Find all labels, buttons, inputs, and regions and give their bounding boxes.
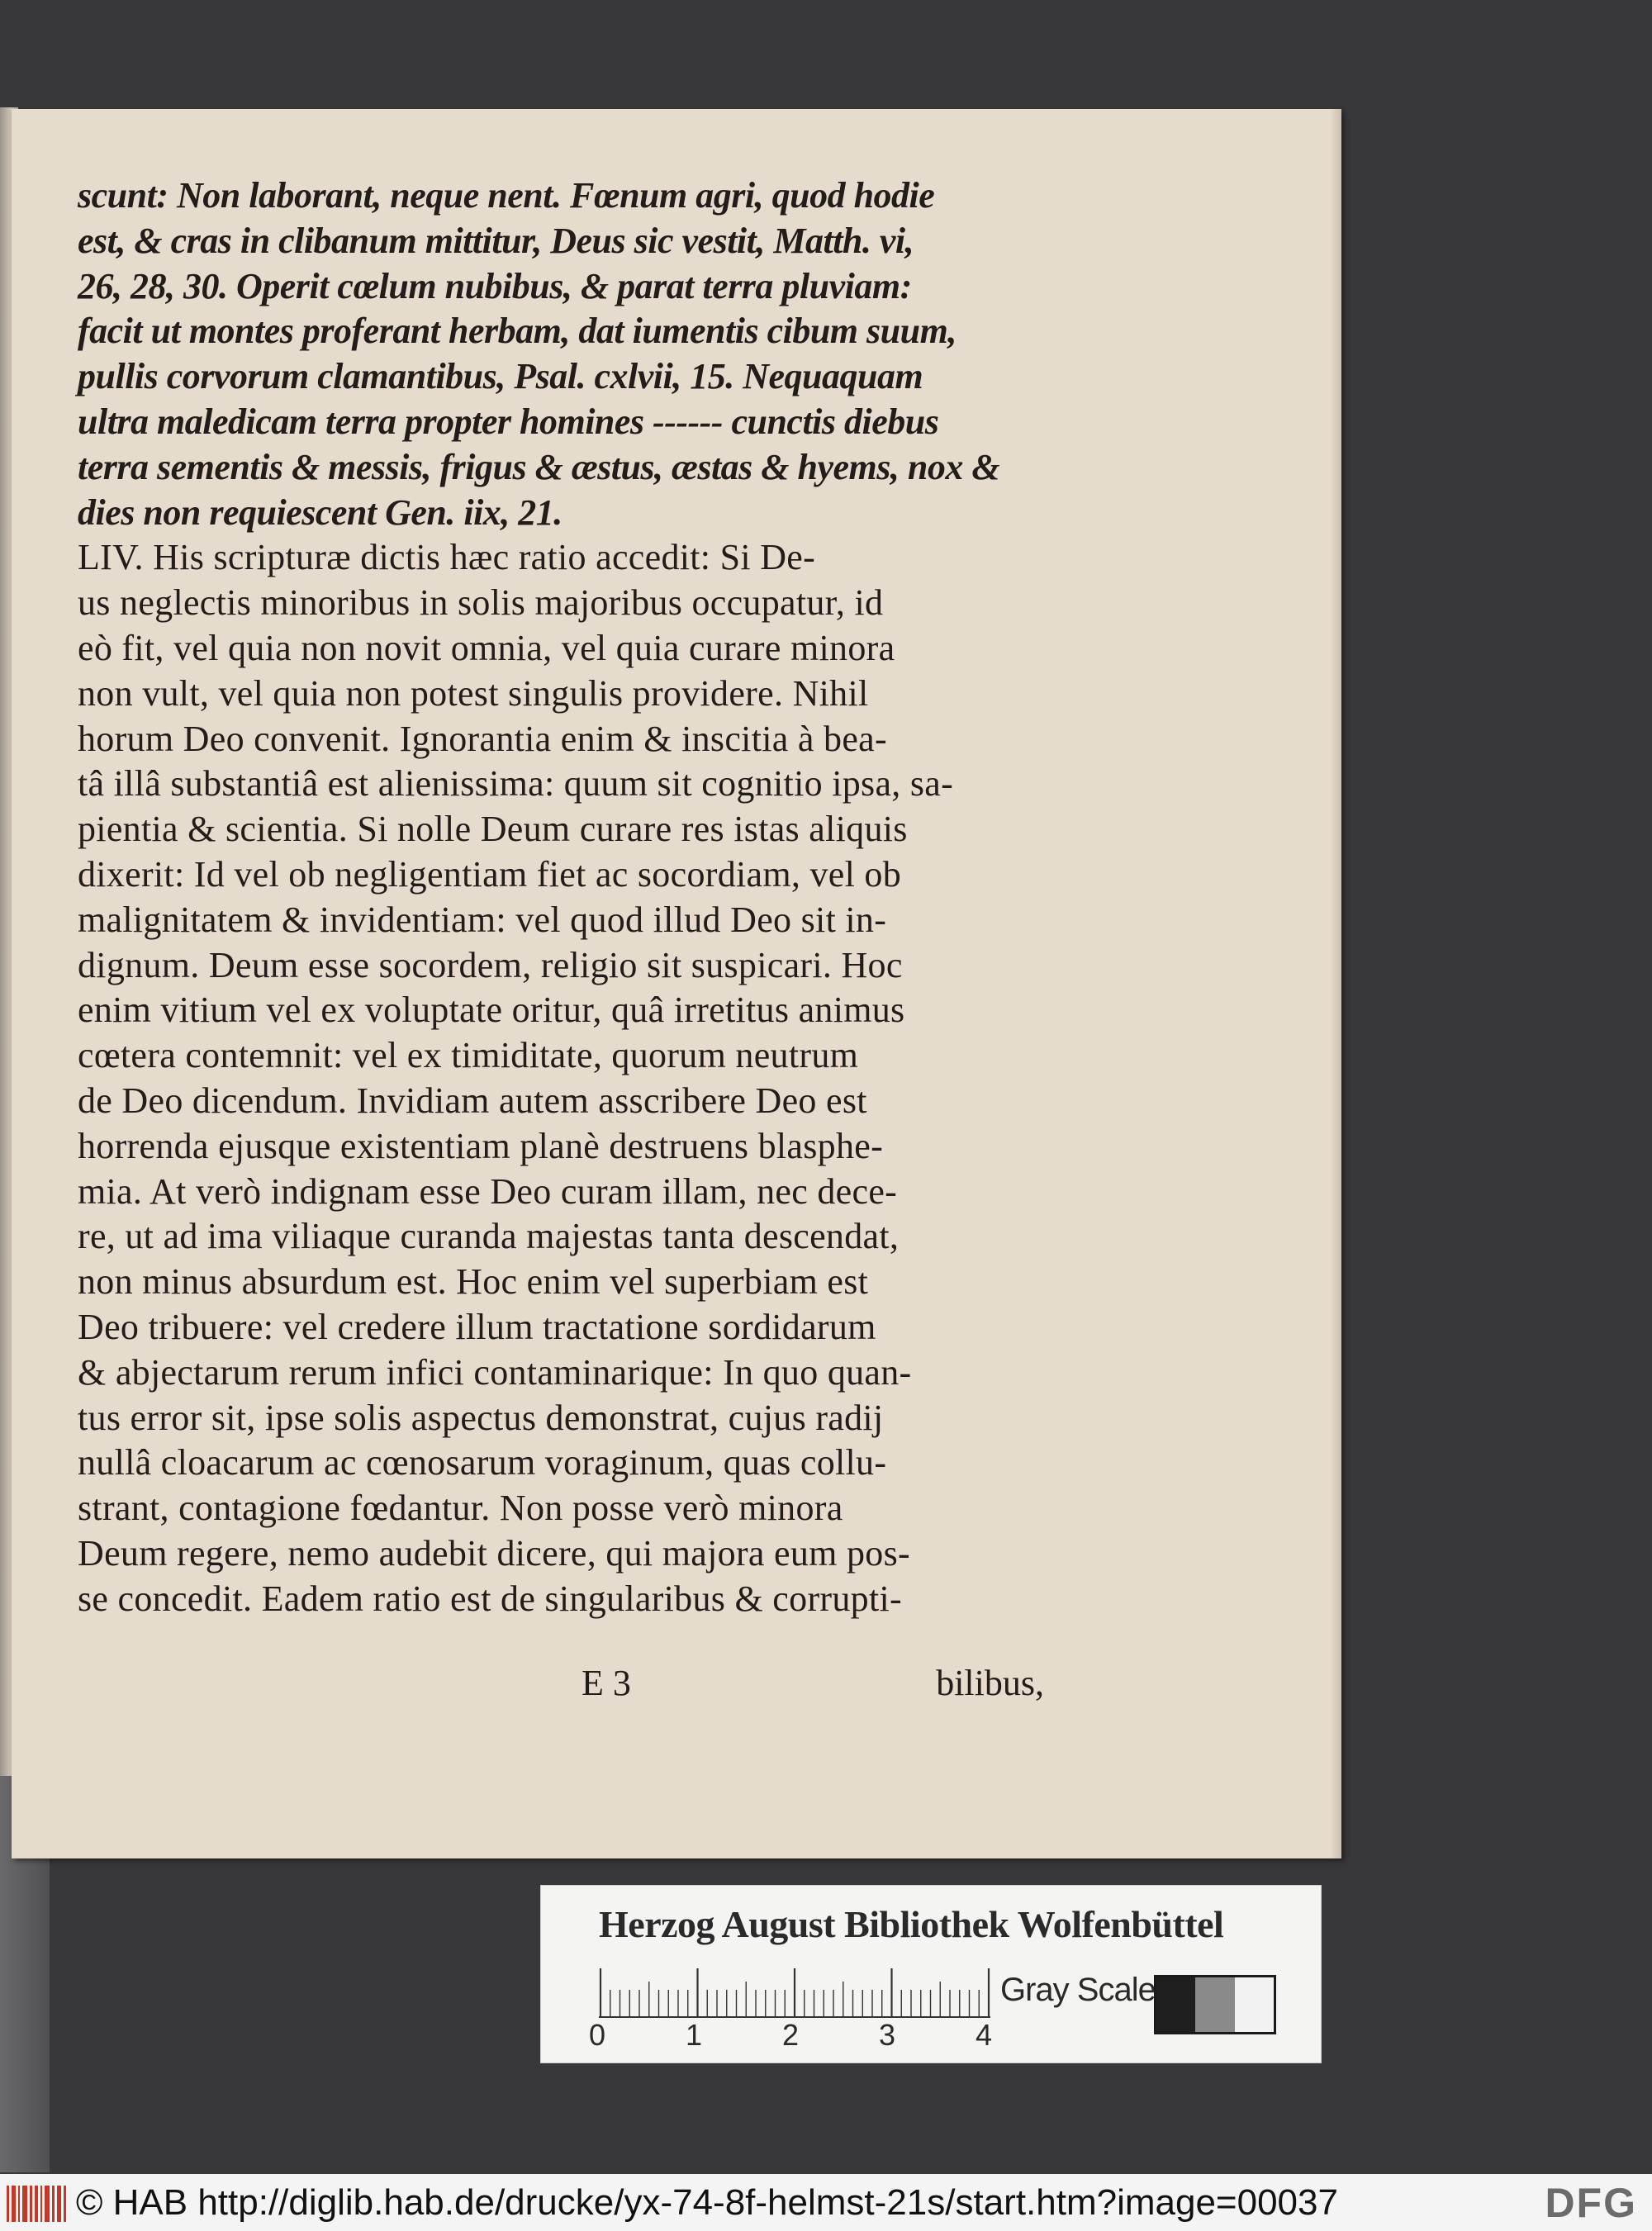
copyright-link[interactable]: © HAB http://diglib.hab.de/drucke/yx-74-8f-helmst-21s/start.htm?image=00037 xyxy=(76,2182,1338,2223)
text-line: se concedit. Eadem ratio est de singularibus & corrupti- xyxy=(78,1578,902,1619)
book-page xyxy=(12,109,1341,1858)
text-line: eò fit, vel quia non novit omnia, vel quia curare minora xyxy=(78,627,895,668)
library-label-card xyxy=(540,1885,1322,2063)
page-text xyxy=(78,173,1044,1622)
text-line: pientia & scientia. Si nolle Deum curare res istas aliquis xyxy=(78,809,908,850)
text-line: terra sementis & messis, frigus & æstus, æstas & hyems, nox & xyxy=(78,446,1000,487)
page-footer xyxy=(78,1662,1044,1711)
text-line: est, & cras in clibanum mittitur, Deus sic vestit, Matth. vi, xyxy=(78,220,914,261)
ruler-number: 0 xyxy=(589,2018,606,2052)
text-line: strant, contagione fœdantur. Non posse verò minora xyxy=(78,1488,843,1529)
text-line: pullis corvorum clamantibus, Psal. cxlvii, 15. Nequaquam xyxy=(78,356,923,397)
text-line: non minus absurdum est. Hoc enim vel superbiam est xyxy=(78,1261,869,1303)
text-line: enim vitium vel ex voluptate oritur, quâ irretitus animus xyxy=(78,990,905,1031)
ruler-number: 2 xyxy=(782,2018,800,2052)
measure-ruler xyxy=(599,1968,990,2018)
catchword: bilibus, xyxy=(936,1663,1044,1703)
text-line: horum Deo convenit. Ignorantia enim & inscitia à bea- xyxy=(78,718,887,759)
text-line: nullâ cloacarum ac cœnosarum voraginum, quas collu- xyxy=(78,1442,887,1483)
text-line: mia. At verò indignam esse Deo curam illam, nec dece- xyxy=(78,1170,898,1212)
footer-bar xyxy=(0,2174,1652,2231)
text-line: LIV. His scripturæ dictis hæc ratio accedit: Si De- xyxy=(78,537,816,578)
ruler-numbers xyxy=(589,2018,1018,2054)
text-line: cœtera contemnit: vel ex timiditate, quorum neutrum xyxy=(78,1035,859,1076)
text-line: de Deo dicendum. Invidiam autem asscribere Deo est xyxy=(78,1080,867,1121)
gray-swatch-cell xyxy=(1195,1977,1234,2032)
text-line: re, ut ad ima viliaque curanda majestas tanta descendat, xyxy=(78,1216,900,1257)
text-line: non vult, vel quia non potest singulis providere. Nihil xyxy=(78,672,869,714)
gray-scale-label: Gray Scale xyxy=(1000,1972,1156,2008)
text-line: facit ut montes proferant herbam, dat iumentis cibum suum, xyxy=(78,311,957,352)
gray-swatch-cell xyxy=(1156,1977,1195,2032)
ruler-number: 4 xyxy=(976,2018,993,2052)
text-line: dies non requiescent Gen. iix, 21. xyxy=(78,491,563,533)
text-line: Deo tribuere: vel credere illum tractatione sordidarum xyxy=(78,1306,876,1347)
text-line: scunt: Non laborant, neque nent. Fœnum agri, quod hodie xyxy=(78,175,935,216)
text-line: us neglectis minoribus in solis majoribus occupatur, id xyxy=(78,582,884,624)
text-line: tâ illâ substantiâ est alienissima: quum sit cognitio ipsa, sa- xyxy=(78,763,954,805)
library-name: Herzog August Bibliothek Wolfenbüttel xyxy=(599,1903,1224,1945)
signature-mark: E 3 xyxy=(582,1663,631,1703)
text-line: & abjectarum rerum infici contaminarique: In quo quan- xyxy=(78,1351,912,1393)
text-line: horrenda ejusque existentiam planè destruens blasphe- xyxy=(78,1125,884,1166)
text-line: dignum. Deum esse socordem, religio sit suspicari. Hoc xyxy=(78,944,903,985)
text-line: dixerit: Id vel ob negligentiam fiet ac socordiam, vel ob xyxy=(78,853,902,895)
text-line: tus error sit, ipse solis aspectus demonstrat, cujus radij xyxy=(78,1397,884,1438)
dfg-logo: DFG xyxy=(1545,2180,1637,2226)
gray-scale-swatch xyxy=(1154,1975,1276,2034)
text-line: malignitatem & invidentiam: vel quod illud Deo sit in- xyxy=(78,899,887,940)
text-line: Deum regere, nemo audebit dicere, qui majora eum pos- xyxy=(78,1532,910,1574)
gray-swatch-cell xyxy=(1235,1977,1274,2032)
ruler-number: 3 xyxy=(879,2018,896,2052)
text-line: ultra maledicam terra propter homines ------ cunctis diebus xyxy=(78,401,939,442)
barcode-icon xyxy=(7,2186,66,2222)
text-line: 26, 28, 30. Operit cœlum nubibus, & parat terra pluviam: xyxy=(78,265,912,306)
ruler-number: 1 xyxy=(686,2018,703,2052)
